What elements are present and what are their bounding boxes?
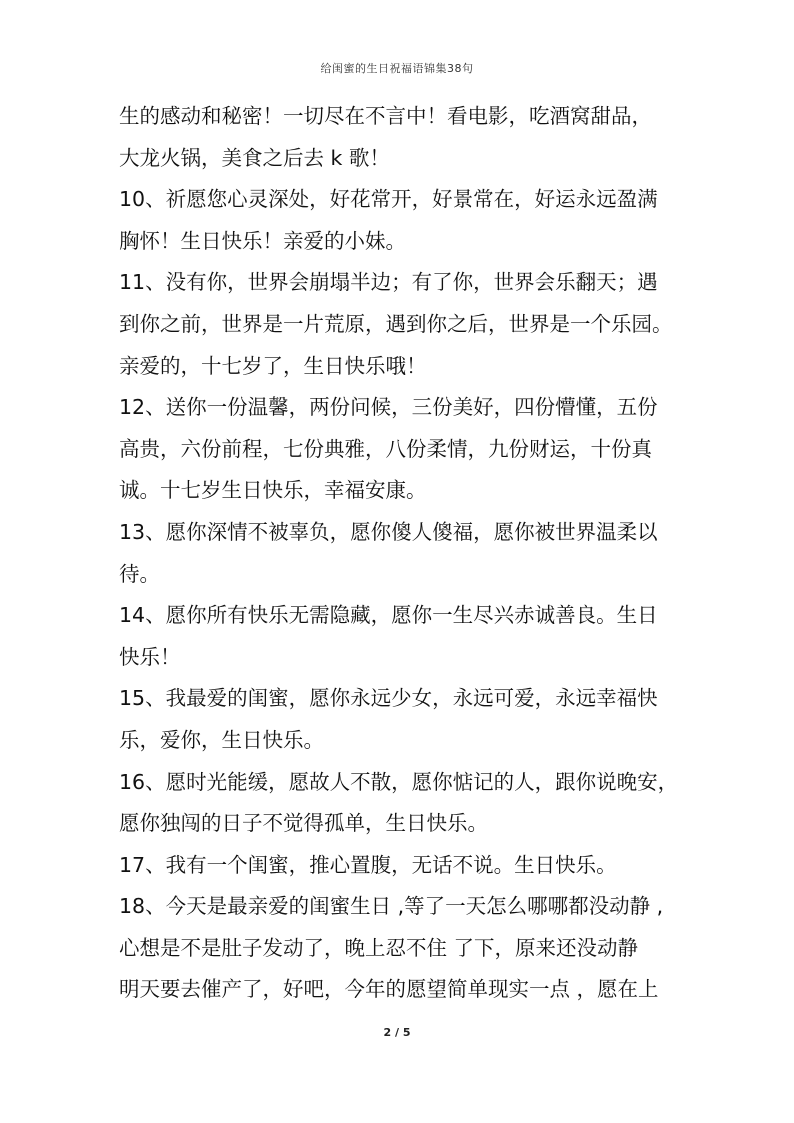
text-line: 快乐！: [119, 644, 181, 669]
text-line: 17、我有一个闺蜜，推心置腹，无话不说。生日快乐。: [119, 852, 617, 877]
page-header-title: 给闺蜜的生日祝福语锦集38句: [320, 62, 474, 75]
text-line: 愿你独闯的日子不觉得孤单，生日快乐。: [119, 811, 488, 836]
text-line: 10、祈愿您心灵深处，好花常开，好景常在，好运永远盈满: [119, 187, 658, 212]
text-line: 乐，爱你，生日快乐。: [119, 727, 324, 752]
text-line: 到你之前，世界是一片荒原，遇到你之后，世界是一个乐园。: [119, 311, 673, 336]
text-line: 15、我最爱的闺蜜，愿你永远少女，永远可爱，永远幸福快: [119, 686, 658, 711]
text-line: 14、愿你所有快乐无需隐藏，愿你一生尽兴赤诚善良。生日: [119, 603, 658, 628]
text-line: 16、愿时光能缓，愿故人不散，愿你惦记的人，跟你说晚安，: [119, 769, 679, 794]
text-line: 亲爱的，十七岁了，生日快乐哦！: [119, 353, 427, 378]
text-line: 高贵，六份前程，七份典雅，八份柔情，九份财运，十份真: [119, 436, 652, 461]
text-line: 心想是不是肚子发动了，晚上忍不住 了下，原来还没动静: [119, 935, 639, 960]
text-line: 11、没有你，世界会崩塌半边；有了你，世界会乐翻天；遇: [119, 270, 658, 295]
text-line: 12、送你一份温馨，两份问候，三份美好，四份懵懂，五份: [119, 395, 658, 420]
text-line: 生的感动和秘密！一切尽在不言中！看电影，吃酒窝甜品，: [119, 104, 652, 128]
text-line: 13、愿你深情不被辜负，愿你傻人傻福，愿你被世界温柔以: [119, 519, 658, 544]
text-line: 胸怀！生日快乐！亲爱的小妹。: [119, 228, 406, 253]
page-number: 2 / 5: [383, 1026, 411, 1039]
text-line: 诚。十七岁生日快乐，幸福安康。: [119, 478, 427, 503]
text-line: 明天要去催产了，好吧，今年的愿望简单现实一点 ，愿在上: [119, 977, 659, 1002]
text-line: 18、今天是最亲爱的闺蜜生日 ,等了一天怎么哪哪都没动静 ,: [119, 894, 664, 919]
text-line: 待。: [119, 561, 160, 586]
document-body: [119, 96, 694, 1011]
text-line: 大龙火锅，美食之后去 k 歌！: [119, 145, 390, 170]
